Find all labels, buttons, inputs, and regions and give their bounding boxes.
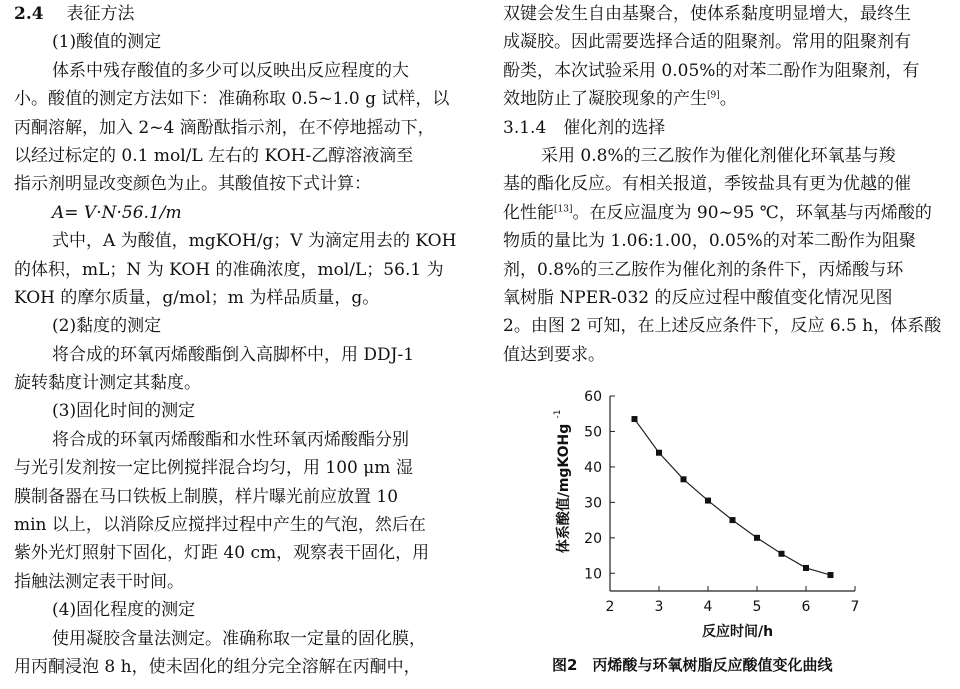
data-point [632, 416, 638, 422]
paragraph-line: 式中，A 为酸值，mgKOH/g；V 为滴定用去的 KOH [52, 231, 457, 252]
subheading-curing-time: (3)固化时间的测定 [52, 401, 196, 422]
paragraph-line: 氧树脂 NPER-032 的反应过程中酸值变化情况见图 [503, 287, 893, 308]
x-tick-label: 7 [850, 599, 860, 615]
paragraph-line [503, 85, 950, 113]
right-column [503, 0, 950, 369]
paragraph-line: 将合成的环氧丙烯酸酯倒入高脚杯中，用 DDJ-1 [52, 344, 415, 365]
data-point [803, 565, 809, 571]
paragraph-line: 剂，0.8%的三乙胺作为催化剂的条件下，丙烯酸与环 [503, 259, 904, 280]
subheading-acid-value: (1)酸值的测定 [52, 32, 162, 53]
paragraph-line: 小。酸值的测定方法如下：准确称取 0.5~1.0 g 试样，以 [14, 89, 450, 110]
left-column [14, 0, 466, 681]
subsection-heading [503, 114, 950, 142]
paragraph-line: 值达到要求。 [503, 344, 605, 365]
subheading-viscosity: (2)黏度的测定 [52, 316, 162, 337]
paragraph-line: 双键会发生自由基聚合，使体系黏度明显增大，最终生 [503, 4, 911, 24]
x-tick-label: 2 [605, 599, 615, 615]
paragraph-line: 指触法测定表干时间。 [14, 571, 184, 592]
x-tick-label: 4 [703, 599, 713, 615]
data-point [730, 517, 736, 523]
section-title: 表征方法 [66, 4, 135, 24]
subsection-title: 催化剂的选择 [563, 117, 666, 138]
data-point [828, 572, 834, 578]
paragraph-line: 膜制备器在马口铁板上制膜，样片曝光前应放置 10 [14, 486, 399, 507]
y-tick-label: 20 [584, 530, 602, 547]
reference-9: [9] [707, 90, 720, 101]
y-axis-label-superscript: -1 [553, 409, 563, 419]
y-tick-label: 40 [584, 459, 602, 476]
x-tick-label: 5 [752, 599, 762, 615]
paragraph-line: 物质的量比为 1.06:1.00，0.05%的对苯二酚作为阻聚 [503, 231, 916, 252]
x-tick-label: 3 [654, 599, 664, 615]
subheading-curing-degree: (4)固化程度的测定 [52, 600, 196, 621]
line-end: 。 [719, 89, 737, 110]
paragraph-line: 酚类，本次试验采用 0.05%的对苯二酚作为阻聚剂，有 [503, 60, 920, 81]
series-line [635, 419, 831, 575]
paragraph-line: 用丙酮浸泡 8 h，使未固化的组分完全溶解在丙酮中， [14, 656, 421, 677]
section-heading [14, 0, 466, 28]
x-tick-label: 6 [801, 599, 811, 615]
figure-2 [540, 376, 920, 689]
paragraph-line: 使用凝胶含量法测定。准确称取一定量的固化膜， [52, 628, 426, 649]
formula: A= V·N·56.1/m [52, 202, 182, 223]
paragraph-line: KOH 的摩尔质量，g/mol；m 为样品质量，g。 [14, 287, 380, 308]
line-text: 化性能 [503, 202, 554, 223]
paragraph-line: 基的酯化反应。有相关报道，季铵盐具有更为优越的催 [503, 174, 911, 195]
y-tick-label: 60 [584, 389, 602, 405]
paragraph-line: 采用 0.8%的三乙胺作为催化剂催化环氧基与羧 [541, 145, 896, 166]
paragraph-line: 指示剂明显改变颜色为止。其酸值按下式计算： [14, 174, 371, 195]
paragraph-line: 2。由图 2 可知，在上述反应条件下，反应 6.5 h，体系酸 [503, 316, 942, 337]
line-end: 。在反应温度为 90~95 ℃，环氧基与丙烯酸的 [572, 202, 932, 223]
section-number: 2.4 [14, 4, 44, 24]
figure-caption: 图2 丙烯酸与环氧树脂反应酸值变化曲线 [552, 656, 833, 674]
paragraph-line: min 以上，以消除反应搅拌过程中产生的气泡，然后在 [14, 515, 426, 536]
paragraph-line: 成凝胶。因此需要选择合适的阻聚剂。常用的阻聚剂有 [503, 32, 911, 53]
paragraph-line: 丙酮溶解，加入 2~4 滴酚酞指示剂，在不停地摇动下， [14, 117, 435, 138]
line-text: 效地防止了凝胶现象的产生 [503, 89, 707, 110]
paragraph-line: 紫外光灯照射下固化，灯距 40 cm，观察表干固化，用 [14, 543, 430, 564]
data-point [779, 551, 785, 557]
subsection-number: 3.1.4 [503, 117, 547, 138]
paragraph-line: 的体积，mL；N 为 KOH 的准确浓度，mol/L；56.1 为 [14, 259, 444, 280]
paragraph-line [503, 199, 950, 227]
paragraph-line: 与光引发剂按一定比例搅拌混合均匀，用 100 μm 湿 [14, 458, 413, 479]
y-axis-label: 体系酸值/mgKOHg [556, 423, 572, 554]
paragraph-line: 以经过标定的 0.1 mol/L 左右的 KOH-乙醇溶液滴至 [14, 145, 414, 166]
data-point [681, 476, 687, 482]
y-tick-label: 10 [584, 566, 602, 583]
y-tick-label: 30 [584, 495, 602, 512]
data-point [705, 498, 711, 504]
acid-value-chart [540, 376, 920, 651]
reference-13: [13] [554, 204, 573, 215]
paragraph-line: 将合成的环氧丙烯酸酯和水性环氧丙烯酸酯分别 [52, 429, 409, 450]
x-axis-label: 反应时间/h [701, 624, 774, 640]
y-tick-label: 50 [584, 424, 602, 441]
paragraph-line: 旋转黏度计测定其黏度。 [14, 373, 201, 394]
paragraph-line: 体系中残存酸值的多少可以反映出反应程度的大 [52, 60, 409, 81]
data-point [656, 450, 662, 456]
data-point [754, 535, 760, 541]
